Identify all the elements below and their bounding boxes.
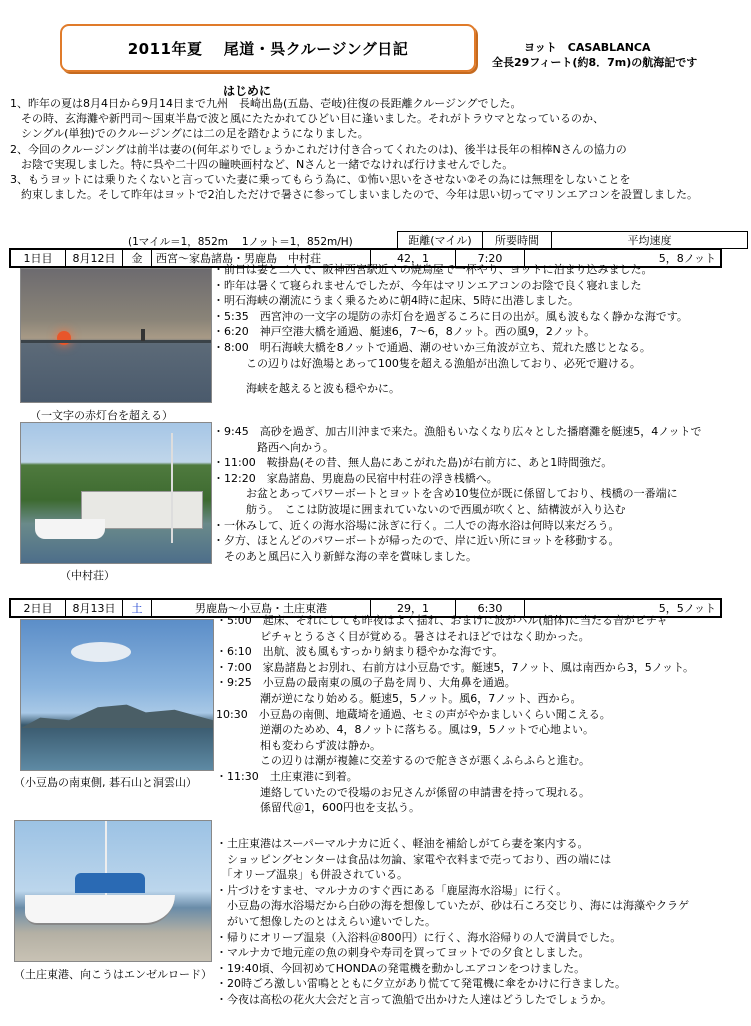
log-line: ・20時ごろ激しい雷鳴とともに夕立があり慌てて発電機に傘をかけに行きました。 xyxy=(216,977,626,991)
day1-log-b xyxy=(213,424,702,564)
log-line: 連絡していたので役場のお兄さんが係留の申請書を持って現れる。 xyxy=(216,785,590,799)
day1-caption2: （中村荘） xyxy=(60,569,115,582)
yacht-info xyxy=(492,40,697,70)
day2-weekday: 土 xyxy=(123,599,152,617)
day2-speed: 5，5ノット xyxy=(525,599,722,617)
log-line: ・土庄東港はスーパーマルナカに近く、軽油を補給しがてら妻を案内する。 xyxy=(216,837,589,850)
log-line: 相も変わらず波は静か。 xyxy=(216,738,381,752)
day1-weekday: 金 xyxy=(123,249,152,267)
day1-caption1: （一文字の赤灯台を超える） xyxy=(30,409,173,422)
log-line: お盆とあってパワーボートとヨットを含め10隻位が既に係留しており、桟橋の一番端に xyxy=(213,487,678,501)
yacht-port-photo xyxy=(14,820,212,962)
log-line: ・9:25 小豆島の最南東の風の子島を周り、大角鼻を通過。 xyxy=(216,676,516,690)
log-line: 小豆島の海水浴場だから白砂の海を想像していたが、砂は石ころ交じり、海には海藻やクラゲ xyxy=(216,899,689,913)
intro-line: 2、今回のクルージングは前半は妻の(何年ぶりでしょうかこれだけ付き合ってくれたのは)、後半は長年の相棒Nさんの協力の xyxy=(10,142,627,156)
log-line: 係留代＠1，600円也を支払う。 xyxy=(216,801,420,815)
log-line: ・片づけをすませ、マルナカのすぐ西にある「鹿屋海水浴場」に行く。 xyxy=(216,883,568,897)
yacht-name: ヨット CASABLANCA xyxy=(524,41,651,54)
log-line: ショッピングセンターは食品は勿論、家電や衣料まで売っており、西の端には xyxy=(216,852,612,866)
log-line: ・5:00 起床、それにしても昨夜はよく揺れ、おまけに波がハル(船体)に当たる音がピチャ xyxy=(216,614,668,627)
intro-line: 3、もうヨットには乗りたくないと言っていた妻に乗ってもらう為に、①怖い思いをさせない②その為には無理をしないことを xyxy=(10,173,631,187)
day1-day: 1日目 xyxy=(10,249,66,267)
day2-distance: 29，1 xyxy=(371,599,456,617)
log-line: ・マルナカで地元産の魚の刺身や寿司を買ってヨットでの夕食としました。 xyxy=(216,946,590,960)
intro-section xyxy=(10,96,745,202)
log-line: 「オリーブ温泉」も併設されている。 xyxy=(216,868,408,882)
day2-log-a xyxy=(216,613,694,816)
log-line: ・6:10 出航、波も風もすっかり納まり穏やかな海です。 xyxy=(216,645,504,659)
distance-header: 距離(マイル) xyxy=(398,232,483,249)
log-line: ピチャとうるさく目が覚める。暑さはそれほどではなく助かった。 xyxy=(216,629,590,643)
units-note: (1マイル＝1，852m 1ノット＝1，852m/H) xyxy=(128,236,353,248)
intro-line: シングル(単独)でのクルージングには二の足を踏むようになりました。 xyxy=(10,127,369,141)
log-line: そのあと風呂に入り新鮮な海の幸を賞味しました。 xyxy=(213,549,477,563)
day1-date: 8月12日 xyxy=(66,249,123,267)
log-line xyxy=(213,371,688,381)
day2-caption2: （土庄東港、向こうはエンゼルロード） xyxy=(14,968,212,981)
column-headers xyxy=(397,231,748,249)
log-line: ・5:35 西宮沖の一文字の堤防の赤灯台を過ぎるころに日の出が。風も波もなく静かな海です。 xyxy=(213,309,688,323)
intro-line: 1、昨年の夏は8月4日から9月14日まで九州 長崎出島(五島、壱岐)往復の長距離クルージングでした。 xyxy=(10,97,522,110)
day1-log-a xyxy=(213,262,688,397)
yacht-spec: 全長29フィート(約8．7m)の航海記です xyxy=(492,56,698,69)
island-photo xyxy=(20,619,214,771)
log-line: ・11:30 土庄東港に到着。 xyxy=(216,769,358,783)
log-line: ・9:45 高砂を過ぎ、加古川沖まで来た。漁船もいなくなり広々とした播磨灘を艇速5，4ノットで xyxy=(213,425,702,438)
log-line: ・11:00 鞍掛島(その昔、無人島にあこがれた島)が右前方に、あと1時間強だ。 xyxy=(213,456,613,470)
log-line: 10:30 小豆島の南側、地蔵埼を通過、セミの声がやかましいくらい聞こえる。 xyxy=(216,707,611,721)
log-line: ・昨年は暑くて寝られませんでしたが、今年はマリンエアコンのお陰で良く寝れました xyxy=(213,278,642,292)
day1-distance: 42，1 xyxy=(371,249,456,267)
log-line: この辺りは潮が複雑に交差するので舵きさが悪くふらふらと進む。 xyxy=(216,754,590,768)
day2-route: 男鹿島～小豆島・土庄東港 xyxy=(152,599,371,617)
log-line: 路西へ向かう。 xyxy=(213,440,334,454)
log-line: 舫う。 ここは防波堤に囲まれていないので西風が吹くと、結構波が入り込む xyxy=(213,502,626,516)
log-line: ・今夜は高松の花火大会だと言って漁船で出かけた人達はどうしたでしょうか。 xyxy=(216,992,612,1006)
log-line: ・前日は妻と二人で、阪神西宮駅近くの焼鳥屋で一杯やり、ヨットに泊まり込みました。 xyxy=(213,263,653,276)
log-line: ・一休みして、近くの海水浴場に泳ぎに行く。二人での海水浴は何時以来だろう。 xyxy=(213,518,620,532)
log-line: ・8:00 明石海峡大橋を8ノットで通過、潮のせいか三角波が立ち、荒れた感じとなる。 xyxy=(213,340,651,354)
log-line: ・19:40頃、今回初めてHONDAの発電機を動かしエアコンをつけました。 xyxy=(216,961,586,975)
day2-time: 6:30 xyxy=(456,599,525,617)
log-line: ・12:20 家島諸島、男鹿島の民宿中村荘の浮き桟橋へ。 xyxy=(213,471,498,485)
log-line: この辺りは好漁場とあって100隻を超える漁船が出漁しており、必死で避ける。 xyxy=(213,356,641,370)
day1-route: 西宮～家島諸島・男鹿島 中村荘 xyxy=(152,249,371,267)
log-line: ・帰りにオリーブ温泉（入浴料＠800円）に行く、海水浴帰りの人で満員でした。 xyxy=(216,930,622,944)
log-line: ・6:20 神戸空港大橋を通過、艇速6，7～6，8ノット。西の風9，2ノット。 xyxy=(213,325,596,339)
day2-caption1: （小豆島の南東側, 碁石山と洞雲山） xyxy=(14,776,197,789)
log-line: 海峡を越えると波も穏やかに。 xyxy=(213,382,400,396)
page-title xyxy=(60,24,476,72)
day2-day: 2日目 xyxy=(10,599,66,617)
page-title-text: 2011年夏 尾道・呉クルージング日記 xyxy=(127,39,409,58)
log-line: 潮が逆になり始める。艇速5，5ノット。風6，7ノット、西から。 xyxy=(216,691,582,705)
log-line: ・7:00 家島諸島とお別れ、右前方は小豆島です。艇速5，7ノット、風は南西から3，5ノット。 xyxy=(216,660,694,674)
time-header: 所要時間 xyxy=(483,232,552,249)
intro-line: その時、玄海灘や新門司～国東半島で波と風にたたかれてひどい目に逢いました。それがトラウマとなっているのか、 xyxy=(10,112,604,126)
day2-log-b xyxy=(216,836,689,1008)
log-line: がいて想像したのとはえらい違いでした。 xyxy=(216,914,436,928)
day1-speed: 5，8ノット xyxy=(525,249,722,267)
speed-header: 平均速度 xyxy=(552,232,748,249)
log-line: ・明石海峡の潮流にうまく乗るために朝4時に起床、5時に出港しました。 xyxy=(213,294,579,308)
log-line: ・夕方、ほとんどのパワーボートが帰ったので、岸に近い所にヨットを移動する。 xyxy=(213,534,620,548)
harbor-photo xyxy=(20,422,212,564)
sunrise-sea-photo xyxy=(20,268,212,403)
day1-time: 7:20 xyxy=(456,249,525,267)
intro-line: 約束しました。そして昨年はヨットで2泊しただけで暑さに参ってしまいましたので、今年は思い切ってマリンエアコンを設置しました。 xyxy=(10,188,699,202)
intro-line: お陰で実現しました。特に呉や二十四の瞳映画村など、Nさんと一緒でなければ行けませんでした。 xyxy=(10,157,514,171)
day2-date: 8月13日 xyxy=(66,599,123,617)
intro-heading: はじめに xyxy=(223,84,272,98)
log-line: 逆潮のためめ、4，8ノットに落ちる。風は9，5ノットで心地よい。 xyxy=(216,723,595,737)
